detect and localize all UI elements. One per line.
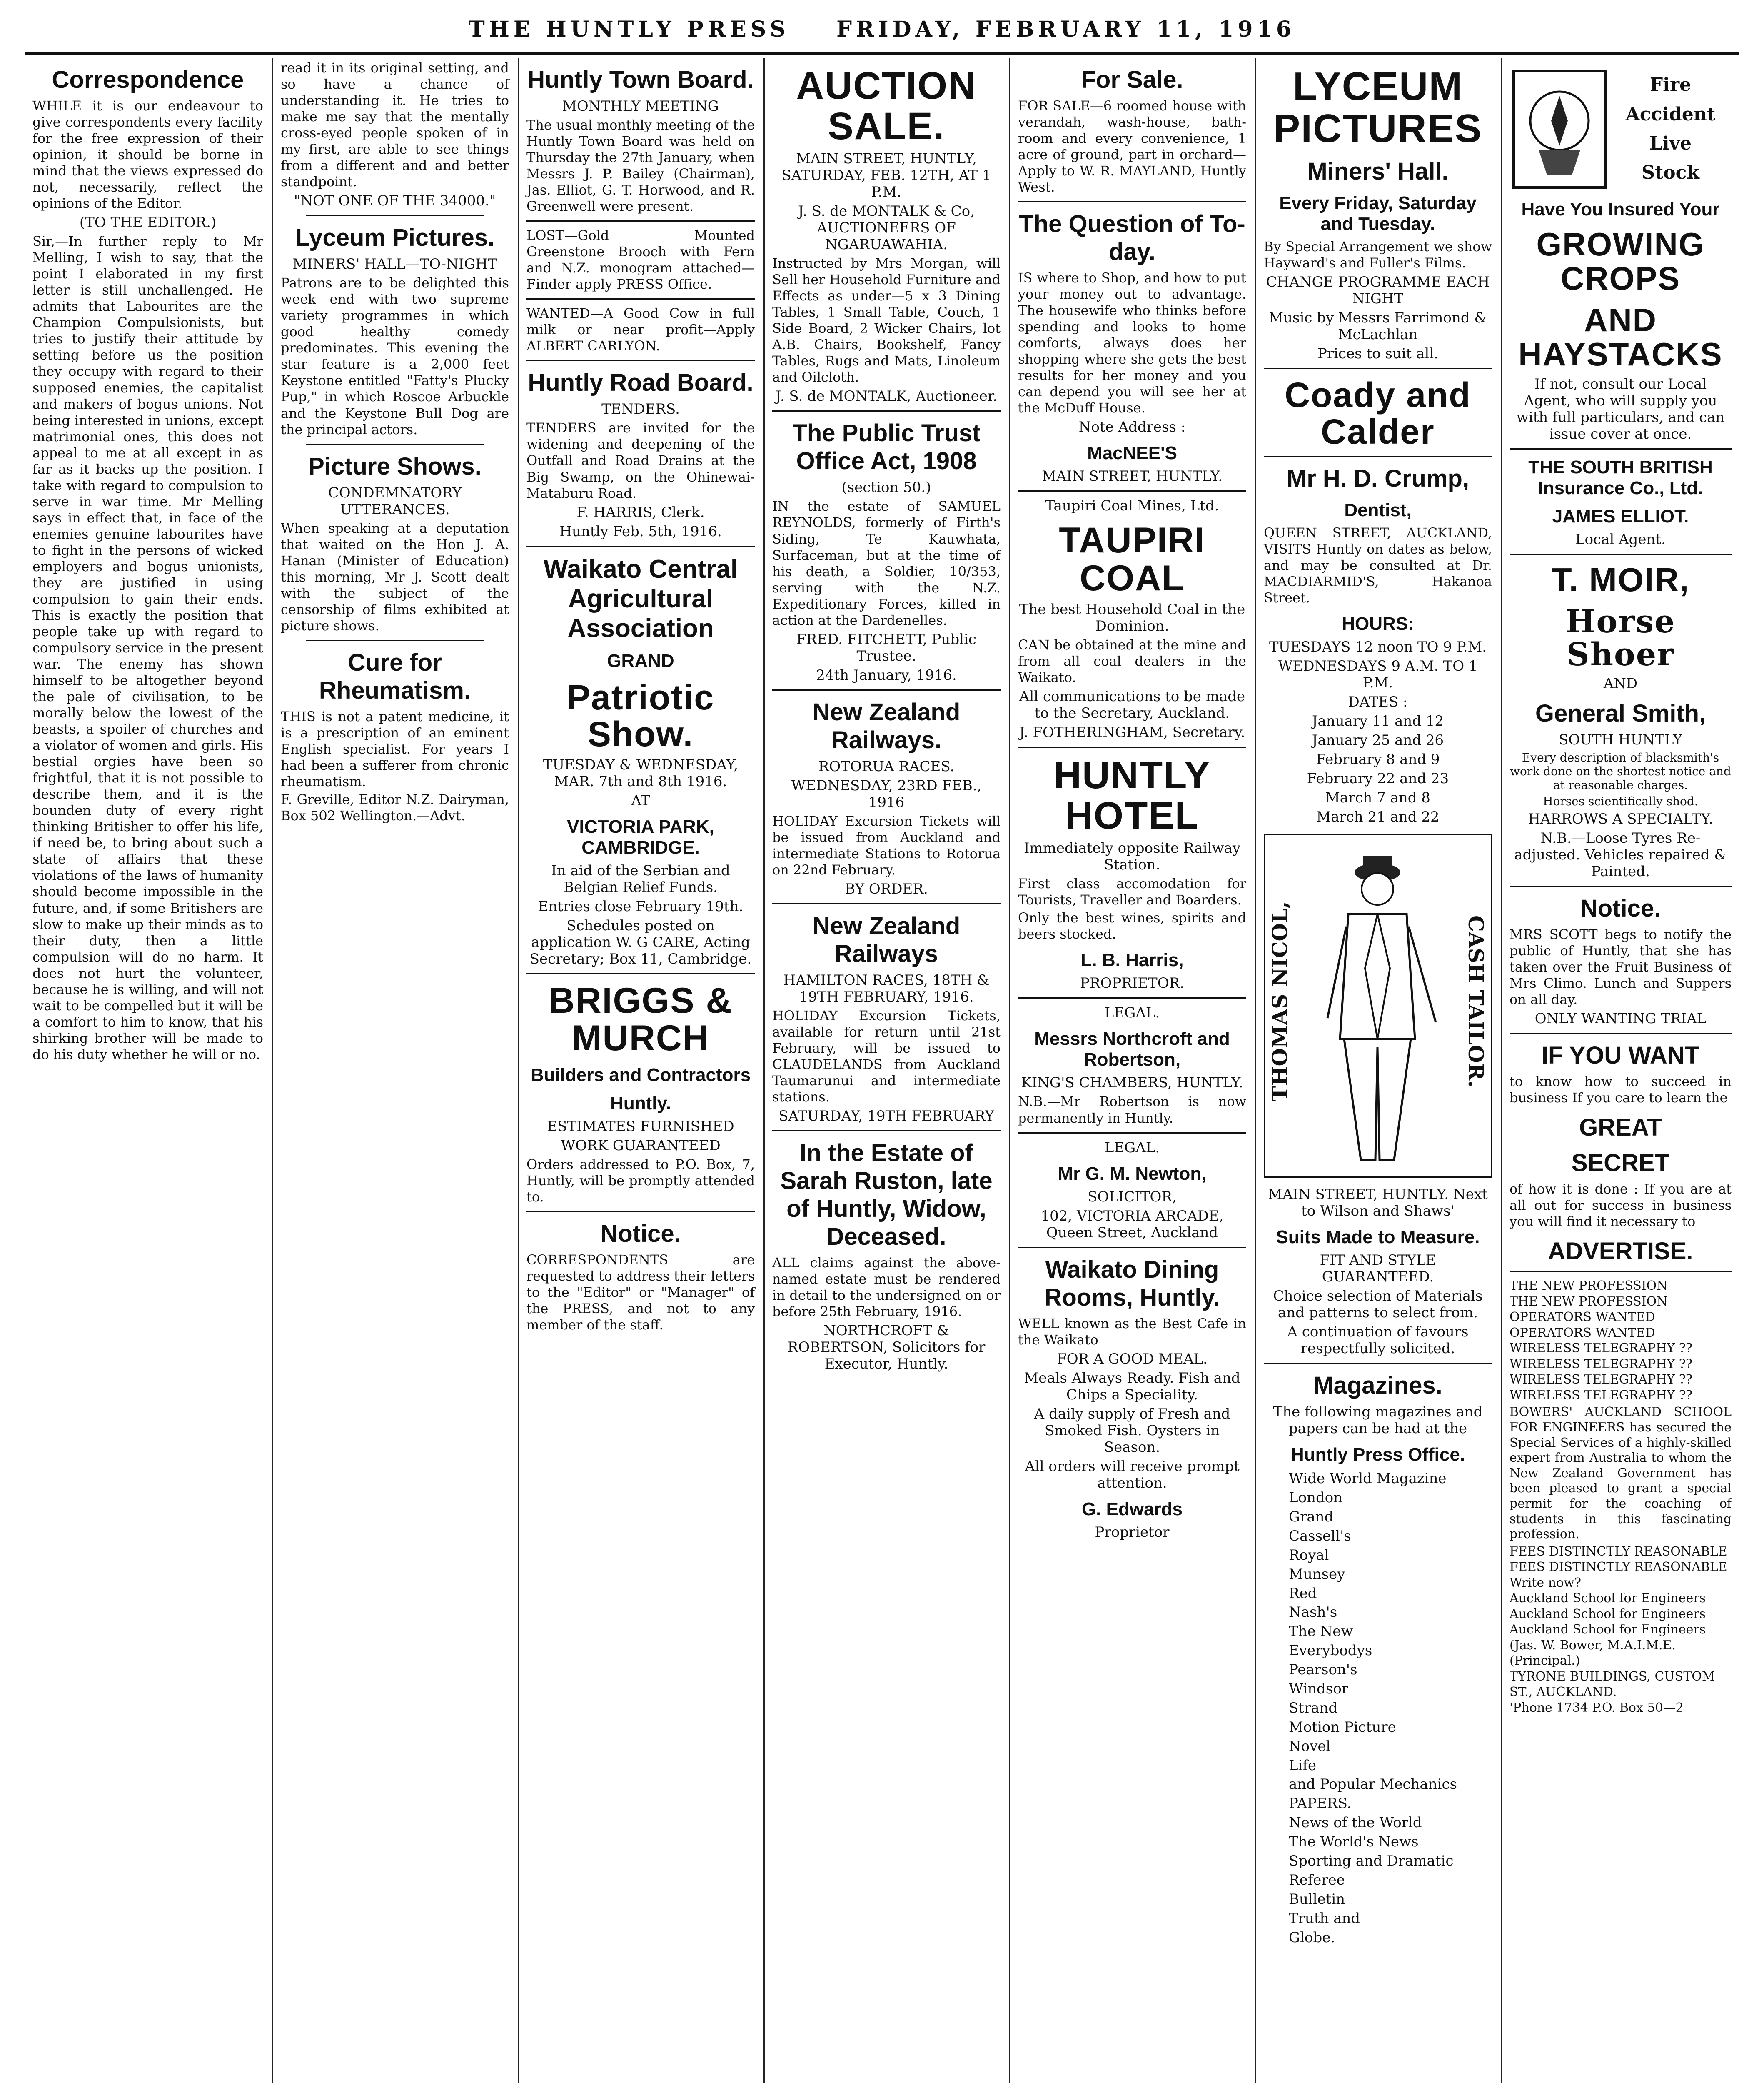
waikato-association-title: Waikato Central Agricultural Association <box>543 554 738 643</box>
profession-line: WIRELESS TELEGRAPHY ?? <box>1510 1372 1692 1387</box>
road-board-heading: Huntly Road Board. <box>528 369 754 397</box>
magazine-item: Sporting and Dramatic <box>1289 1853 1454 1869</box>
magazine-item: The New <box>1289 1623 1353 1640</box>
magazine-item: Windsor <box>1289 1680 1349 1697</box>
town-board-sub: MONTHLY MEETING <box>562 98 719 115</box>
magazine-item: The World's News <box>1289 1833 1419 1851</box>
mrs-scott-notice-heading: Notice. <box>1580 895 1661 922</box>
to-editor: (TO THE EDITOR.) <box>79 214 217 231</box>
hotel-proprietor-title: PROPRIETOR. <box>1080 975 1185 992</box>
show-at: AT <box>631 792 650 809</box>
tailor-cash: CASH TAILOR. <box>1464 915 1488 1088</box>
for-sale-heading: For Sale. <box>1081 66 1183 93</box>
picture-shows-sub: CONDEMNATORY UTTERANCES. <box>328 484 462 518</box>
magazines-intro: The following magazines and papers can be had at the <box>1273 1404 1483 1437</box>
date-line: January 25 and 26 <box>1312 732 1444 749</box>
magazine-item: Royal <box>1289 1546 1329 1563</box>
tailor-name: THOMAS NICOL, <box>1267 901 1292 1102</box>
tailor-address: MAIN STREET, HUNTLY. Next to Wilson and Shaws' <box>1268 1186 1488 1220</box>
secret: SECRET <box>1571 1149 1670 1177</box>
letter-continued: read it in its original setting, and so have a chance of understanding it. He tries to make me say that the mentally cross-eyed people spoken of in my first, are able to see things from a different and and better standpoint. <box>281 60 509 190</box>
moir-horses: Horses scientifically shod. <box>1543 794 1698 809</box>
hotel-body: First class accomodation for Tourists, Traveller and Boarders. <box>1018 876 1246 908</box>
hotel-sub: Immediately opposite Railway Station. <box>1024 840 1240 874</box>
hours-line: WEDNESDAYS 9 A.M. TO 1 P.M. <box>1278 658 1478 692</box>
profession-line: THE NEW PROFESSION <box>1510 1279 1668 1294</box>
lyceum-prices: Prices to suit all. <box>1317 345 1438 362</box>
moir-smith: General Smith, <box>1535 700 1706 727</box>
magazine-item: Referee <box>1289 1871 1345 1888</box>
magazine-item: Munsey <box>1289 1566 1345 1583</box>
briggs-sub: Builders and Contractors <box>530 1064 751 1085</box>
date-line: February 22 and 23 <box>1307 770 1449 787</box>
auction-place: MAIN STREET, HUNTLY, SATURDAY, FEB. 12TH, AT 1 P.M. <box>781 150 991 201</box>
magazine-item: Globe. <box>1289 1929 1335 1946</box>
lyceum-films: By Special Arrangement we show Hayward's and Fuller's Films. <box>1264 238 1492 271</box>
tailor-fit: FIT AND STYLE GUARANTEED. <box>1320 1252 1436 1286</box>
school-line: Auckland School for Engineers <box>1510 1591 1706 1606</box>
legal1-note: N.B.—Mr Robertson is now permanently in Huntly. <box>1018 1094 1246 1126</box>
lyceum-music: Music by Messrs Farrimond & McLachlan <box>1269 309 1487 343</box>
only-wanting-trial: ONLY WANTING TRIAL <box>1534 1010 1707 1027</box>
moir-harrows: HARROWS A SPECIALTY. <box>1528 811 1713 828</box>
magazine-item: News of the World <box>1289 1814 1422 1831</box>
tailor-advertisement <box>1264 834 1492 1178</box>
consult-agent: If not, consult our Local Agent, who will supply you with full particulars, and can issue cover at once. <box>1516 375 1725 442</box>
magazine-item: Everybodys <box>1289 1642 1372 1659</box>
lyceum-hall: Miners' Hall. <box>1307 157 1449 185</box>
magazine-item: Truth and <box>1289 1910 1360 1927</box>
school-line: Auckland School for Engineers <box>1510 1606 1706 1621</box>
moir-nb: N.B.—Loose Tyres Re-adjusted. Vehicles repaired & Painted. <box>1514 830 1727 880</box>
road-board-date: Huntly Feb. 5th, 1916. <box>559 523 722 540</box>
masthead-rule <box>25 52 1739 55</box>
magazine-item: Wide World Magazine <box>1289 1470 1447 1487</box>
dining-fish: A daily supply of Fresh and Smoked Fish. Oysters in Season. <box>1034 1405 1230 1456</box>
paper-date: FRIDAY, FEBRUARY 11, 1916 <box>836 17 1295 42</box>
tailor-choice: Choice selection of Materials and patterns to select from. <box>1273 1288 1483 1321</box>
for-sale-body: FOR SALE—6 roomed house with verandah, wash-house, bath-room and every convenience, 1 acre of ground, part in orchard—Apply to W. R. MAYLAND, Huntly West. <box>1018 98 1246 195</box>
if-you-want-body: to know how to succeed in business If you care to learn the <box>1510 1074 1732 1106</box>
school-phone: 'Phone 1734 P.O. Box 50—2 <box>1510 1700 1684 1715</box>
magazine-item: Life <box>1289 1757 1317 1774</box>
taupiri-company: Taupiri Coal Mines, Ltd. <box>1045 497 1219 515</box>
how-it-is-done: of how it is done : If you are at all out for success in business you will find it necessary to <box>1510 1181 1732 1230</box>
crump-name: Mr H. D. Crump, <box>1286 465 1470 492</box>
town-board-body: The usual monthly meeting of the Huntly Town Board was held on Thursday the 27th January, when Messrs J. P. Bailey (Chairman), Jas. Elliot, G. T. Horwood, and R. Greenwell were present. <box>526 117 755 215</box>
magazine-item: Pearson's <box>1289 1661 1357 1678</box>
profession-line: WIRELESS TELEGRAPHY ?? <box>1510 1388 1692 1403</box>
lyceum-sub: MINERS' HALL—TO-NIGHT <box>292 256 497 273</box>
railways-heading: New Zealand Railways. <box>812 698 961 754</box>
legal1-label: LEGAL. <box>1104 1004 1160 1022</box>
moir-and: AND <box>1603 675 1638 692</box>
fees-line: FEES DISTINCTLY REASONABLE <box>1510 1544 1727 1559</box>
dining-meal: FOR A GOOD MEAL. <box>1057 1350 1208 1367</box>
taupiri-body: CAN be obtained at the mine and from all coal dealers in the Waikato. <box>1018 637 1246 686</box>
hotel-wines: Only the best wines, spirits and beers stocked. <box>1018 910 1246 942</box>
coady-calder-title: Coady and Calder <box>1285 375 1471 451</box>
hotel-proprietor: L. B. Harris, <box>1080 950 1184 971</box>
fire-insurance-header <box>1510 67 1732 192</box>
tailor-continuation: A continuation of favours respectfully solicited. <box>1287 1324 1469 1357</box>
public-trust-sign: FRED. FITCHETT, Public Trustee. <box>796 631 976 664</box>
lyceum-times: Every Friday, Saturday and Tuesday. <box>1279 192 1477 234</box>
dining-proprietor: G. Edwards <box>1081 1499 1183 1519</box>
estate-heading: In the Estate of Sarah Ruston, late of Huntly, Widow, Deceased. <box>780 1139 993 1250</box>
road-board-body: TENDERS are invited for the widening and deepening of the Outfall and Road Drains at the Big Swamp, on the Ohinewai-Mataburu Road. <box>526 420 755 501</box>
dining-orders: All orders will receive prompt attention. <box>1025 1458 1240 1491</box>
crump-title: Dentist, <box>1344 500 1412 521</box>
railways-order: BY ORDER. <box>845 880 928 897</box>
great: GREAT <box>1579 1114 1662 1141</box>
show-place: VICTORIA PARK, CAMBRIDGE. <box>567 816 714 858</box>
magazine-item: Motion Picture <box>1289 1718 1396 1736</box>
auction-title: AUCTION SALE. <box>796 65 977 147</box>
railways-body: HOLIDAY Excursion Tickets will be issued from Auckland and intermediate Stations to Rotorua on 22nd February. <box>772 813 1001 878</box>
railways2-heading: New Zealand Railways <box>812 912 961 967</box>
lost-notice: LOST—Gold Mounted Greenstone Brooch with Fern and N.Z. monogram attached—Finder apply PRESS Office. <box>526 227 755 292</box>
date-line: March 21 and 22 <box>1316 809 1440 826</box>
legal1-address: KING'S CHAMBERS, HUNTLY. <box>1021 1074 1243 1091</box>
railways-sub: ROTORUA RACES. <box>818 758 955 775</box>
magazines-office: Huntly Press Office. <box>1290 1444 1465 1465</box>
magazines-heading: Magazines. <box>1313 1372 1442 1399</box>
public-trust-heading: The Public Trust Office Act, 1908 <box>792 420 981 475</box>
dining-body: WELL known as the Best Cafe in the Waikato <box>1018 1315 1246 1348</box>
magazine-item: Grand <box>1289 1508 1334 1525</box>
grand-label: GRAND <box>607 650 674 671</box>
legal2-address: 102, VICTORIA ARCADE, Queen Street, Auckland <box>1040 1207 1224 1241</box>
show-entries: Entries close February 19th. <box>538 898 744 915</box>
taupiri-comm: All communications to be made to the Secretary, Auckland. <box>1019 688 1245 722</box>
write-now: Write now? <box>1510 1575 1581 1590</box>
if-you-want: IF YOU WANT <box>1541 1042 1700 1069</box>
briggs-town: Huntly. <box>610 1093 671 1114</box>
briggs-work: WORK GUARANTEED <box>561 1137 721 1154</box>
railways-date: WEDNESDAY, 23RD FEB., 1916 <box>791 777 982 811</box>
correspondence-body: Sir,—In further reply to Mr Melling, I wish to say, that the point I elaborated in my first letter is still unchallenged. He admits that Labourites are the Champion Compulsionists, but tries to justify their attitude by setting before us the position they occupy with regard to their supposed enemies, the capitalist and makers of bogus unions. Not being interested in unions, except matrimonial ones, this does not appeal to me at all except in as far as it backs up the position. I take with regard to compulsion to serve in war time. Mr Melling says in effect that, in face of the enemies genuine labourites have to fight in the persons of wicked employers and bogus unionists, they are justified in using compulsion to gain their ends. This is exactly the position that people take up with regard to compulsory service in the present war. The enemy has shown himself to be altogether beyond the pale of civilisation, to be morally below the lowest of the beasts, a spoiler of churches and a violator of women and girls. His bestial orgies have been so frightful, that it is not possible to describe them, and it is the bounden duty of every right thinking Britisher to offer his life, if need be, to bring about such a state of affairs that these violations of the laws of humanity should become impossible in the future, and, if some Britishers are slow to make up their minds as to their duty, then a little compulsion will do no harm. It does not hurt the volunteer, because he is willing, and will not wait to be compelled but it will be a comfort to him to know, that his shirking brother will be made to do his duty whether he will or no. <box>32 233 263 1062</box>
briggs-murch-title: BRIGGS & MURCH <box>549 980 733 1059</box>
magazine-item: Red <box>1289 1585 1317 1602</box>
legal2-title: SOLICITOR, <box>1088 1188 1177 1205</box>
moir-trade: Horse Shoer <box>1565 602 1676 673</box>
date-line: January 11 and 12 <box>1312 713 1444 730</box>
column-3 <box>519 58 762 2083</box>
macnee-note: Note Address : <box>1078 419 1186 436</box>
auction-firm: J. S. de MONTALK & Co, AUCTIONEERS OF NGARUAWAHIA. <box>798 203 975 253</box>
magazine-item: Cassell's <box>1289 1527 1351 1544</box>
public-trust-date: 24th January, 1916. <box>816 667 957 684</box>
question-body: IS where to Shop, and how to put your money out to advantage. The housewife who thinks before spending and looks to home comforts, always does her shopping where she gets the best results for her money and you can depend you will see her at the McDuff House. <box>1018 270 1246 416</box>
public-trust-sub: (section 50.) <box>841 479 931 496</box>
mrs-scott-notice-body: MRS SCOTT begs to notify the public of Huntly, that she has taken over the Fruit Business of Mrs Climo. Lunch and Suppers on all day. <box>1510 927 1732 1008</box>
patriotic-show-title: Patriotic Show. <box>566 677 715 754</box>
letter-signature: "NOT ONE OF THE 34000." <box>294 192 496 210</box>
column-5 <box>1010 58 1254 2083</box>
railways2-body: HOLIDAY Excursion Tickets, available for return until 21st February, will be issued to CLAUDELANDS from Auckland Taumarunui and intermediate stations. <box>772 1007 1001 1105</box>
moir-desc: Every description of blacksmith's work done on the shortest notice and at reasonable charges. <box>1510 751 1731 792</box>
hours-line: TUESDAYS 12 noon TO 9 P.M. <box>1269 639 1487 656</box>
railways2-saturday: SATURDAY, 19TH FEBRUARY <box>778 1108 994 1124</box>
profession-line: THE NEW PROFESSION <box>1510 1294 1668 1309</box>
picture-shows-body: When speaking at a deputation that waited on the Hon J. A. Hanan (Minister of Education) this morning, Mr J. Scott dealt with the subject of the censorship of films exhibited at picture shows. <box>281 520 509 634</box>
column-6 <box>1256 58 1500 2083</box>
notice-body: CORRESPONDENTS are requested to address their letters to the "Editor" or "Manager" of the PRESS, and not to any member of the staff. <box>526 1251 755 1333</box>
column-7 <box>1502 58 1739 2083</box>
town-board-heading: Huntly Town Board. <box>527 66 754 93</box>
show-aid: In aid of the Serbian and Belgian Relief Funds. <box>551 862 730 896</box>
profession-line: WIRELESS TELEGRAPHY ?? <box>1510 1341 1692 1356</box>
fire-line: Fire <box>1649 74 1692 96</box>
magazine-item: and Popular Mechanics <box>1289 1776 1457 1793</box>
taupiri-sub: The best Household Coal in the Dominion. <box>1019 601 1245 635</box>
show-dates: TUESDAY & WEDNESDAY, MAR. 7th and 8th 1916. <box>543 756 739 790</box>
profession-line: OPERATORS WANTED <box>1510 1310 1655 1325</box>
legal1-firm: Messrs Northcroft and Robertson, <box>1034 1029 1230 1070</box>
date-line: March 7 and 8 <box>1325 789 1430 807</box>
insurance-emblem-icon <box>1510 67 1609 192</box>
man-in-suit-illustration <box>1302 843 1452 1168</box>
fire-line: Live <box>1649 133 1692 154</box>
notice-heading: Notice. <box>600 1220 681 1247</box>
fire-line: Stock <box>1642 162 1699 184</box>
agent-name: JAMES ELLIOT. <box>1552 506 1689 527</box>
rheumatism-heading: Cure for Rheumatism. <box>319 649 471 704</box>
bowers-school: BOWERS' AUCKLAND SCHOOL FOR ENGINEERS has secured the Special Services of a highly-skilled expert from Australia to whom the New Zealand Government has been pleased to grant a special permit for the coaching of students in this fascinating profession. <box>1510 1405 1732 1542</box>
estate-sign: NORTHCROFT & ROBERTSON, Solicitors for Executor, Huntly. <box>787 1322 986 1373</box>
hours-heading: HOURS: <box>1342 614 1414 634</box>
question-heading: The Question of To-day. <box>1019 210 1245 266</box>
moir-name: T. MOIR, <box>1551 561 1690 598</box>
auction-sign: J. S. de MONTALK, Auctioneer. <box>775 388 998 405</box>
macnee-address: MAIN STREET, HUNTLY. <box>1042 468 1223 485</box>
lyceum-heading: Lyceum Pictures. <box>295 224 495 252</box>
wanted-notice: WANTED—A Good Cow in full milk or near profit—Apply ALBERT CARLYON. <box>526 305 755 354</box>
column-4 <box>765 58 1008 2083</box>
magazine-item: PAPERS. <box>1289 1795 1352 1812</box>
picture-shows-heading: Picture Shows. <box>308 452 482 480</box>
magazine-item: Novel <box>1289 1738 1331 1755</box>
correspondence-intro: WHILE it is our endeavour to give correspondents every facility for the free expression of their opinion, it should be borne in mind that the views expressed do not, necessarily, reflect the opinions of the Editor. <box>32 98 263 212</box>
public-trust-body: IN the estate of SAMUEL REYNOLDS, formerly of Firth's Siding, Te Kauwhata, Surfaceman, but at the time of his death, a Soldier, 10/353, serving with the N.Z. Expeditionary Forces, killed in action at the Dardenelles. <box>772 498 1001 628</box>
fire-line: Accident <box>1625 103 1716 125</box>
magazine-list <box>1264 1469 1492 1947</box>
fees-line: FEES DISTINCTLY REASONABLE <box>1510 1560 1727 1575</box>
school-line: Auckland School for Engineers <box>1510 1622 1706 1637</box>
dates-heading: DATES : <box>1348 694 1408 711</box>
principal: (Jas. W. Bower, M.A.I.M.E. (Principal.) <box>1510 1638 1676 1668</box>
road-board-sub: TENDERS. <box>601 401 680 418</box>
column-1 <box>25 58 271 2083</box>
legal2-name: Mr G. M. Newton, <box>1058 1163 1207 1184</box>
column-2 <box>273 58 516 2083</box>
advertise: ADVERTISE. <box>1548 1238 1693 1265</box>
date-line: February 8 and 9 <box>1316 751 1440 768</box>
taupiri-title: TAUPIRI COAL <box>1059 520 1205 598</box>
masthead <box>25 17 1739 50</box>
dining-proprietor-title: Proprietor <box>1095 1524 1170 1541</box>
correspondence-heading: Correspondence <box>52 66 244 93</box>
lyceum-change: CHANGE PROGRAMME EACH NIGHT <box>1266 273 1490 307</box>
magazine-item: London <box>1289 1489 1343 1506</box>
railways2-sub: HAMILTON RACES, 18TH & 19TH FEBRUARY, 1916. <box>783 972 990 1005</box>
tailor-suits: Suits Made to Measure. <box>1276 1227 1480 1248</box>
macnee-name: MacNEE'S <box>1087 443 1177 464</box>
school-address: TYRONE BUILDINGS, CUSTOM ST., AUCKLAND. <box>1510 1669 1715 1700</box>
crump-body: QUEEN STREET, AUCKLAND, VISITS Huntly on dates as below, and may be consulted at Dr. MACDIARMID'S, Hakanoa Street. <box>1264 525 1492 606</box>
estate-body: ALL claims against the above-named estate must be rendered in detail to the undersigned on or before 25th February, 1916. <box>772 1255 1001 1320</box>
lyceum-pictures-title: LYCEUM PICTURES <box>1273 64 1482 151</box>
insurance-company: THE SOUTH BRITISH Insurance Co., Ltd. <box>1528 457 1713 498</box>
growing-crops: GROWING CROPS <box>1536 226 1705 297</box>
taupiri-sign: J. FOTHERINGHAM, Secretary. <box>1019 724 1245 741</box>
profession-line: WIRELESS TELEGRAPHY ?? <box>1510 1356 1692 1371</box>
show-schedules: Schedules posted on application W. G CARE, Acting Secretary; Box 11, Cambridge. <box>529 917 752 967</box>
magazine-item: Nash's <box>1289 1604 1337 1621</box>
road-board-sign: F. HARRIS, Clerk. <box>576 504 705 521</box>
moir-place: SOUTH HUNTLY <box>1559 732 1682 749</box>
dining-ready: Meals Always Ready. Fish and Chips a Speciality. <box>1024 1369 1240 1403</box>
insured-question: Have You Insured Your <box>1521 199 1720 220</box>
and-haystacks: AND HAYSTACKS <box>1518 301 1723 372</box>
briggs-orders: Orders addressed to P.O. Box, 7, Huntly, will be promptly attended to. <box>526 1156 755 1205</box>
briggs-estimates: ESTIMATES FURNISHED <box>547 1118 734 1135</box>
auction-body: Instructed by Mrs Morgan, will Sell her Household Furniture and Effects as under—5 x 3 Dining Tables, 1 Small Table, Couch, 1 Side Board, 2 Wicker Chairs, lot A.B. Chairs, Bookshelf, Fancy Tables, Rugs and Mats, Linoleum and Oilcloth. <box>772 255 1001 385</box>
paper-title: THE HUNTLY PRESS <box>469 17 790 42</box>
lyceum-body: Patrons are to be delighted this week end with two supreme variety programmes in which good healthy comedy predominates. This evening the star feature is a 2,000 feet Keystone entitled "Fatty's Plucky Pup," in which Roscoe Arbuckle and the Keystone Bull Dog are the principal actors. <box>281 275 509 437</box>
magazine-item: Bulletin <box>1289 1891 1345 1908</box>
rheumatism-body: THIS is not a patent medicine, it is a prescription of an eminent English specialist. For years I had been a sufferer from chronic rheumatism. <box>281 708 509 789</box>
profession-line: OPERATORS WANTED <box>1510 1325 1655 1340</box>
legal2-label: LEGAL. <box>1104 1139 1160 1156</box>
agent-title: Local Agent. <box>1575 531 1666 548</box>
magazine-item: Strand <box>1289 1699 1338 1716</box>
rheumatism-sign: F. Greville, Editor N.Z. Dairyman, Box 502 Wellington.—Advt. <box>281 791 509 824</box>
dining-title: Waikato Dining Rooms, Huntly. <box>1044 1256 1220 1311</box>
hotel-title: HUNTLY HOTEL <box>1053 754 1211 837</box>
new-profession-ad <box>1510 1278 1732 1716</box>
